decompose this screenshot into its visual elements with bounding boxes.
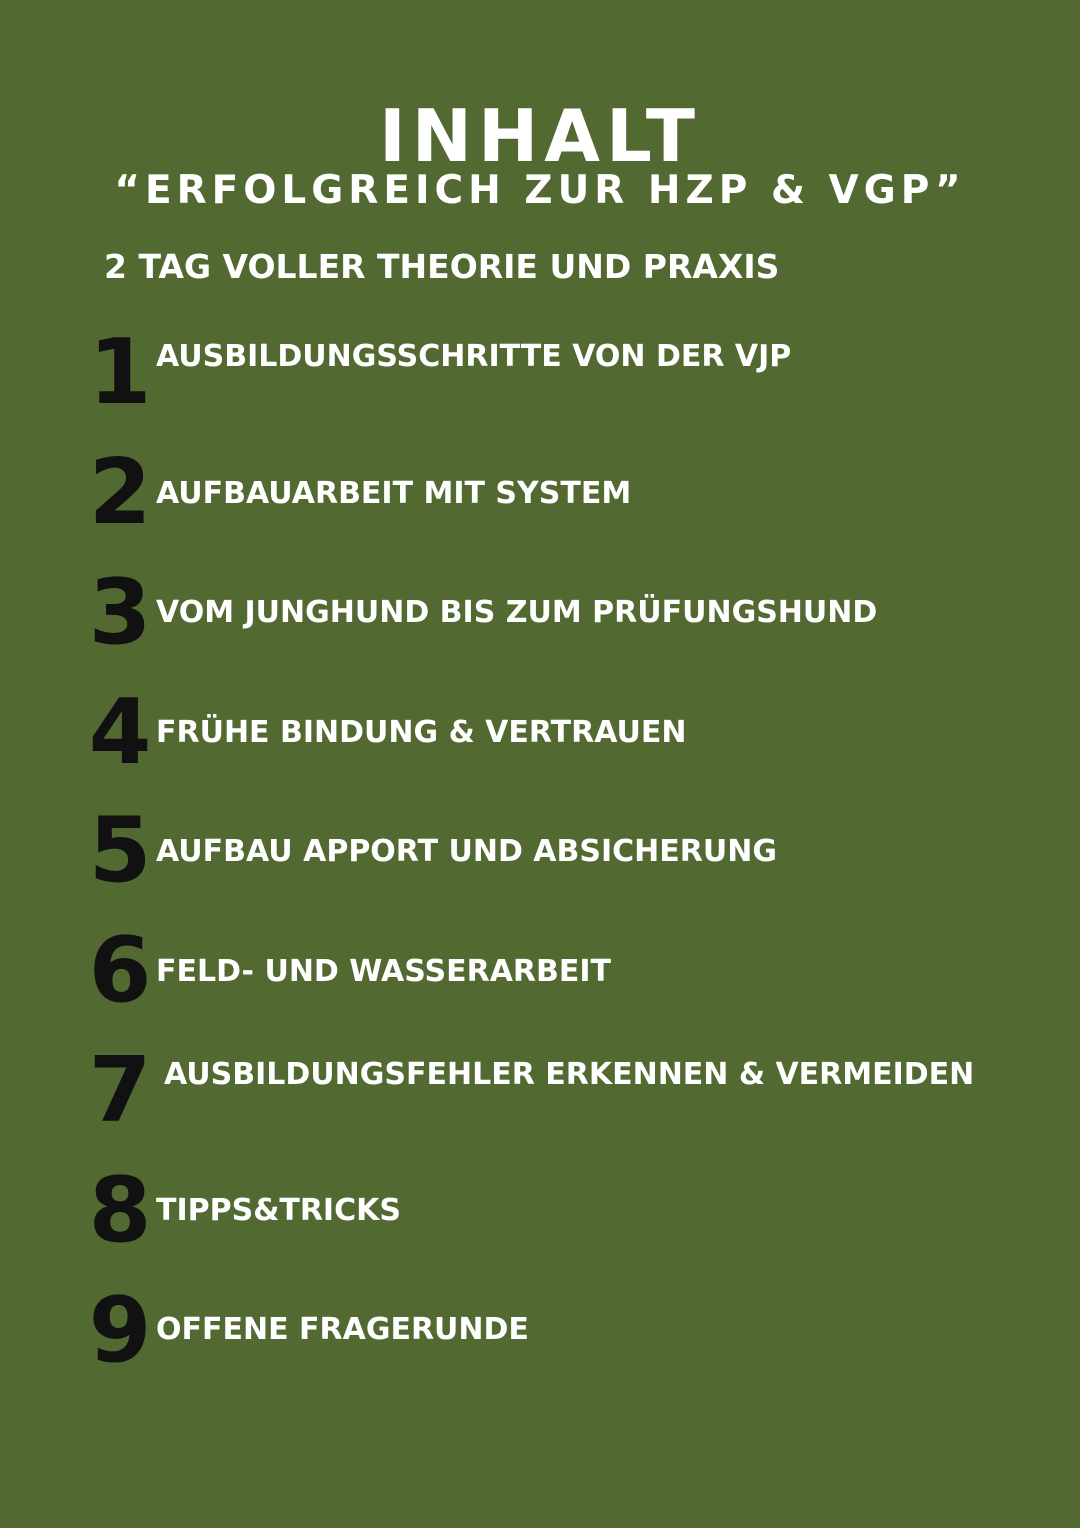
item-label-3: VOM JUNGHUND BIS ZUM PRÜFUNGSHUND [156,595,878,630]
item-label-8: TIPPS&TRICKS [156,1193,401,1228]
item-label-1: AUSBILDUNGSSCHRITTE VON DER VJP [156,339,792,374]
item-number-8: 8 [88,1158,152,1263]
item-label-7: AUSBILDUNGSFEHLER ERKENNEN & VERMEIDEN [164,1057,975,1092]
item-number-1: 1 [88,320,152,425]
item-number-7: 7 [88,1038,152,1143]
page-tagline: 2 TAG VOLLER THEORIE UND PRAXIS [104,247,780,286]
page-title: INHALT [378,94,702,178]
item-number-3: 3 [88,560,152,665]
page-subtitle: “ERFOLGREICH ZUR HZP & VGP” [114,168,966,213]
item-label-5: AUFBAU APPORT UND ABSICHERUNG [156,834,777,869]
item-number-2: 2 [88,440,152,545]
item-number-9: 9 [88,1278,152,1383]
item-number-4: 4 [88,680,152,785]
item-label-6: FELD- UND WASSERARBEIT [156,954,611,989]
item-label-9: OFFENE FRAGERUNDE [156,1312,529,1347]
item-number-6: 6 [88,918,152,1023]
item-label-2: AUFBAUARBEIT MIT SYSTEM [156,476,632,511]
item-label-4: FRÜHE BINDUNG & VERTRAUEN [156,715,687,750]
item-number-5: 5 [88,798,152,903]
